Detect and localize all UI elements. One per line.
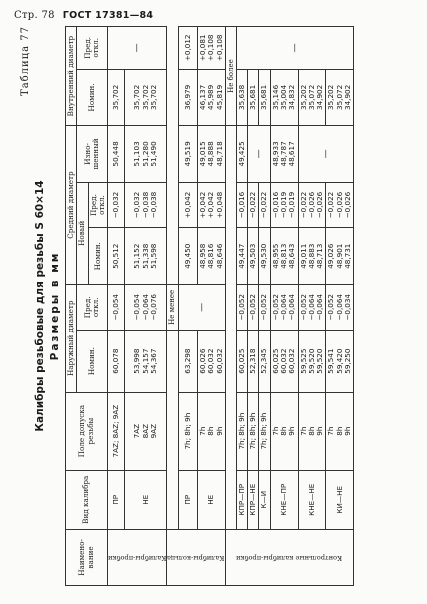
mid-dev-cell: +0,042 +0,042 +0,048 xyxy=(197,182,225,228)
mid-worn-cell: 48,933 48,787 48,617 xyxy=(270,126,298,183)
middle-diameter-header: Средний диаметр xyxy=(66,126,77,285)
field-cell: 7h 8h 9h xyxy=(197,392,225,470)
worn-header: Изно-шенный xyxy=(77,126,108,183)
mid-worn-cell: 49,015 48,888 48,718 xyxy=(197,126,225,183)
group-label: Калибры-пробки xyxy=(108,529,167,585)
inner-nom-cell: 35,681 xyxy=(248,69,259,126)
gauge-table xyxy=(65,26,354,586)
table-row xyxy=(248,27,259,586)
outer-dev-cell: −0,052 xyxy=(248,284,259,330)
table-row xyxy=(236,27,247,586)
mid-nom-cell: 49,450 xyxy=(178,228,197,285)
table-row xyxy=(125,27,167,586)
note-not-more: Не более xyxy=(225,27,236,126)
inner-nom-cell: 35,702 35,702 35,702 xyxy=(125,69,167,126)
mid-nom-cell: 49,503 xyxy=(248,228,259,285)
mid-nom-cell: 49,026 48,901 48,731 xyxy=(326,228,354,285)
mid-dev-cell: −0,032 −0,038 −0,038 xyxy=(125,182,167,228)
kind-cell: ПР xyxy=(108,470,125,529)
inner-dev-cell: +0,081 +0,108 +0,108 xyxy=(197,27,225,70)
outer-nom-cell: 53,998 54,157 54,367 xyxy=(125,330,167,392)
outer-nom-cell: 60,025 xyxy=(236,330,247,392)
mid-dev-cell: −0,016 −0,019 −0,019 xyxy=(270,182,298,228)
outer-nom-cell: 52,318 xyxy=(248,330,259,392)
mid-nom-cell: 49,447 xyxy=(236,228,247,285)
mid-dev-header: Пред. откл. xyxy=(88,182,108,228)
inner-nom-cell: 35,702 xyxy=(108,69,125,126)
kind-cell: КПР—ПР xyxy=(236,470,247,529)
mid-dev-cell: −0,022 xyxy=(248,182,259,228)
page-number: Стр. 78 xyxy=(14,10,55,21)
kind-cell: НЕ xyxy=(197,470,225,529)
table-row xyxy=(259,27,270,586)
field-cell: 7h; 8h; 9h xyxy=(236,392,247,470)
outer-dev-cell: — xyxy=(178,284,225,330)
field-cell: 7h 8h 9h xyxy=(298,392,326,470)
page-header xyxy=(14,10,153,21)
outer-nom-cell: 52,345 xyxy=(259,330,270,392)
outer-nom-cell: 60,026 60,032 60,032 xyxy=(197,330,225,392)
table-row xyxy=(270,27,298,586)
mid-dev-cell: −0,022 −0,026 −0,026 xyxy=(326,182,354,228)
table-title: Калибры резьбовые для резьбы S 60×14 xyxy=(34,180,46,432)
group-label: Контрольные калибры-пробки xyxy=(225,529,353,585)
inner-dev-cell: +0,012 xyxy=(178,27,197,70)
field-cell: 7AZ; 8AZ; 9AZ xyxy=(108,392,125,470)
kind-cell: НЕ xyxy=(125,470,167,529)
inner-nom-cell: 35,202 35,072 34,902 xyxy=(326,69,354,126)
note-row xyxy=(225,27,236,586)
outer-dev-cell: −0,052 −0,064 −0,064 xyxy=(270,284,298,330)
outer-nom-cell: 60,078 xyxy=(108,330,125,392)
new-header: Новый xyxy=(77,182,88,284)
note-row xyxy=(167,27,178,586)
table-row xyxy=(178,27,197,586)
kind-header: Вид калибра xyxy=(66,470,108,529)
gost-number: ГОСТ 17381—84 xyxy=(62,10,154,21)
outer-nom-cell: 59,541 59,420 59,250 xyxy=(326,330,354,392)
table-label: Таблица 77 xyxy=(20,26,31,96)
mid-dev-cell: −0,022 xyxy=(259,182,270,228)
mid-nom-cell: 48,958 48,816 48,646 xyxy=(197,228,225,285)
rotated-table-block xyxy=(20,26,408,586)
outer-dev-header: Пред. откл. xyxy=(77,284,108,330)
mid-dev-cell: −0,032 xyxy=(108,182,125,228)
field-cell: 7h 8h 9h xyxy=(270,392,298,470)
table-subtitle: Размеры в мм xyxy=(49,251,61,361)
group-header: Наимено-вание xyxy=(66,529,108,585)
mid-worn-cell: 49,425 xyxy=(236,126,247,183)
table-row xyxy=(326,27,354,586)
inner-nom-cell: 35,638 xyxy=(236,69,247,126)
kind-cell: КПР—НЕ xyxy=(248,470,259,529)
inner-dev-cell: — xyxy=(108,27,167,70)
outer-nom-cell: 60,025 60,032 60,032 xyxy=(270,330,298,392)
inner-nom-header: Номин. xyxy=(77,69,108,126)
kind-cell: К—И xyxy=(259,470,270,529)
mid-worn-cell: — xyxy=(298,126,354,183)
outer-dev-cell: −0,054 xyxy=(108,284,125,330)
outer-dev-cell: −0,052 xyxy=(259,284,270,330)
inner-nom-cell: 35,146 35,004 34,832 xyxy=(270,69,298,126)
field-cell: 7h 8h 9h xyxy=(326,392,354,470)
field-cell: 7h; 8h; 9h xyxy=(178,392,197,470)
note-not-less: Не менее xyxy=(167,284,178,330)
mid-worn-cell: — xyxy=(248,126,271,183)
mid-worn-cell: 51,103 51,280 51,490 xyxy=(125,126,167,183)
table-row xyxy=(108,27,125,586)
kind-cell: КИ—НЕ xyxy=(326,470,354,529)
outer-nom-header: Номин. xyxy=(77,330,108,392)
outer-nom-cell: 63,298 xyxy=(178,330,197,392)
inner-diameter-header: Внутренний диаметр xyxy=(66,27,77,126)
group-label: Калибры-кольца xyxy=(167,529,225,585)
kind-cell: КНЕ—ПР xyxy=(270,470,298,529)
inner-nom-cell: 35,681 xyxy=(259,69,270,126)
outer-dev-cell: −0,054 −0,064 −0,076 xyxy=(125,284,167,330)
mid-nom-cell: 50,512 xyxy=(108,228,125,285)
mid-nom-cell: 49,530 xyxy=(259,228,270,285)
field-header: Поле допуска резьбы xyxy=(66,392,108,470)
inner-nom-cell: 35,202 35,072 34,902 xyxy=(298,69,326,126)
inner-nom-cell: 46,137 45,989 45,819 xyxy=(197,69,225,126)
table-row xyxy=(298,27,326,586)
inner-dev-header: Пред. откл. xyxy=(77,27,108,70)
outer-dev-cell: −0,052 xyxy=(236,284,247,330)
mid-worn-cell: 50,448 xyxy=(108,126,125,183)
mid-nom-cell: 49,011 48,883 48,713 xyxy=(298,228,326,285)
inner-dev-cell: — xyxy=(236,27,353,70)
mid-nom-header: Номин. xyxy=(88,228,108,285)
mid-dev-cell: −0,022 −0,026 −0,026 xyxy=(298,182,326,228)
mid-nom-cell: 51,152 51,338 51,598 xyxy=(125,228,167,285)
mid-dev-cell: −0,016 xyxy=(236,182,247,228)
outer-nom-cell: 59,525 59,520 59,520 xyxy=(298,330,326,392)
field-cell: 7AZ 8AZ 9AZ xyxy=(125,392,167,470)
field-cell: 7h; 8h; 9h xyxy=(248,392,259,470)
mid-nom-cell: 48,955 48,813 48,643 xyxy=(270,228,298,285)
outer-dev-cell: −0,052 −0,064 −0,034 xyxy=(326,284,354,330)
field-cell: 7h; 8h; 9h xyxy=(259,392,270,470)
outer-diameter-header: Наружный диаметр xyxy=(66,284,77,392)
mid-worn-cell: 49,519 xyxy=(178,126,197,183)
mid-dev-cell: +0,042 xyxy=(178,182,197,228)
kind-cell: КНЕ—НЕ xyxy=(298,470,326,529)
kind-cell: ПР xyxy=(178,470,197,529)
outer-dev-cell: −0,052 −0,064 −0,064 xyxy=(298,284,326,330)
inner-nom-cell: 36,979 xyxy=(178,69,197,126)
